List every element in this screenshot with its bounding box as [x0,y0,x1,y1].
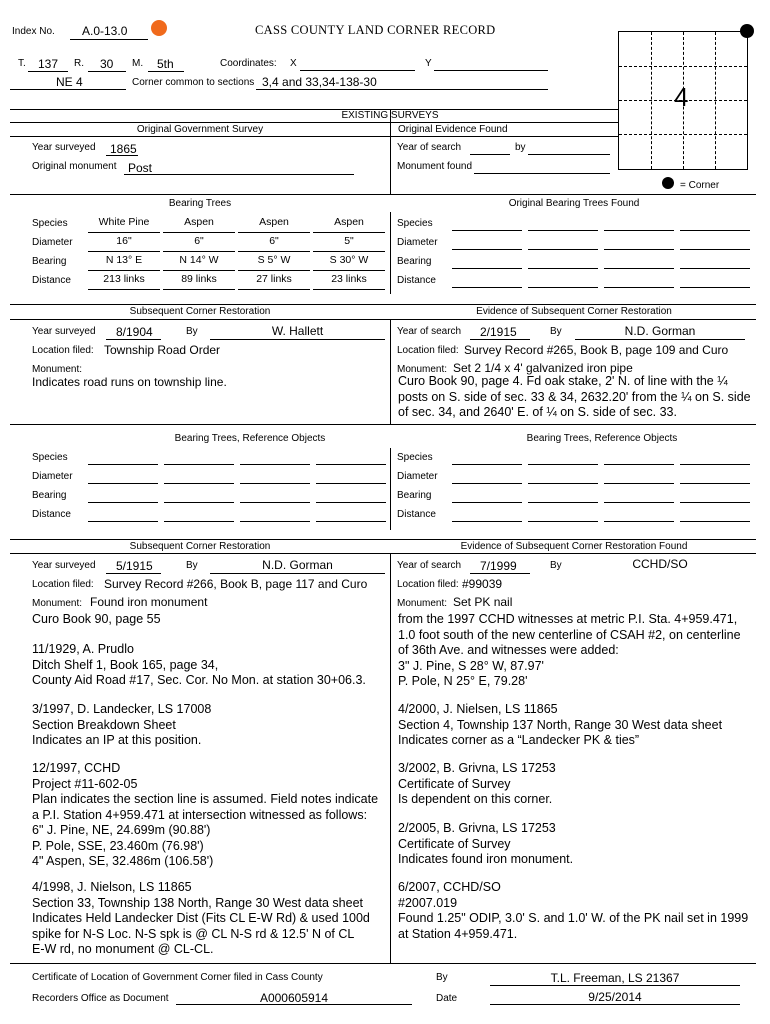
monument-notes: Curo Book 90, page 4. Fd oak stake, 2' N. of line with the ¼ posts on S. side of sec. 33 & 34, 2632.20' from the ¼ on S. side of sec. 34, and 2640' E. of ¼ on S. side of sec. 33. [398,374,751,419]
corner-legend-icon [662,177,674,189]
bearing-tree-column [88,214,160,290]
index-label: Index No. [12,26,55,37]
bearing-tree-column [163,214,235,290]
range-value: 30 [100,57,114,71]
surveyor-underline [210,339,385,340]
tree-distance: 89 links [163,271,235,290]
note-entry: from the 1997 CCHD witnesses at metric P.I. Sta. 4+959.471, 1.0 foot south of the new centerline of CSAH #2, on centerline of 36th Ave. and witnesses were added: 3" J. Pine, S 28° W, 87.97' P. Pole, N 25° E, 79.28' [398,612,741,688]
signature-underline [490,985,740,986]
location-filed-label: Location filed: [32,579,94,590]
orig-bearing-trees-heading: Original Bearing Trees Found [508,198,640,209]
location-filed-value: Survey Record #266, Book B, page 117 and Curo [104,577,368,591]
orig-gov-heading: Original Government Survey [136,124,264,135]
meridian-underline [148,71,184,72]
species-label: Species [32,218,68,229]
meridian-label: M. [132,58,144,69]
note-entry: 11/1929, A. Prudlo Ditch Shelf 1, Book 165, page 34, County Aid Road #17, Sec. Cor. No Mon. at station 30+06.3. [32,642,366,687]
divider [10,122,618,123]
year-surveyed-label: Year surveyed [32,560,96,571]
diameter-label: Diameter [397,471,438,482]
bearing-label: Bearing [32,490,67,501]
distance-label: Distance [32,275,71,286]
column-divider [390,109,391,194]
bearing-tree-column [313,214,385,290]
tree-distance: 27 links [238,271,310,290]
year-surveyed-underline [106,573,161,574]
location-filed-value: #99039 [462,577,503,591]
column-divider [390,319,391,424]
tree-bearing: S 30° W [313,252,385,271]
column-divider [390,553,391,963]
bearing-label: Bearing [32,256,67,267]
monument-value: Found iron monument [90,595,208,609]
corner-underline [10,89,126,90]
year-of-search-label: Year of search [397,560,462,571]
species-label: Species [397,218,433,229]
year-surveyed-value: 5/1915 [116,559,153,573]
township-label: T. [18,58,26,69]
orig-monument-value: Post [128,161,153,175]
date-value: 9/25/2014 [588,990,642,1004]
range-label: R. [74,58,84,69]
coord-x-label: X [290,58,297,69]
bearing-label: Bearing [397,490,432,501]
coord-y-label: Y [425,58,432,69]
location-filed-value: Survey Record #265, Book B, page 109 and Curo [464,343,729,357]
date-label: Date [436,993,458,1004]
location-filed-label: Location filed: [32,345,94,356]
bearing-trees-heading: Bearing Trees [168,198,232,209]
meridian-value: 5th [157,57,174,71]
tree-species: White Pine [88,214,160,233]
evidence-restoration-found-heading: Evidence of Subsequent Corner Restoration Found [460,541,688,552]
divider [10,424,756,425]
existing-surveys-heading: EXISTING SURVEYS [341,110,439,121]
monument-label: Monument: [32,364,83,375]
note-entry: 3/1997, D. Landecker, LS 17008 Section Breakdown Sheet Indicates an IP at this position. [32,702,212,747]
by-label: By [186,326,198,337]
date-underline [490,1004,740,1005]
distance-label: Distance [32,509,71,520]
note-entry: 12/1997, CCHD Project #11-602-05 Plan indicates the section line is assumed. Field notes indicate a P.I. Station 4+959.471 at intersection witnessed as follows: 6" J. Pine, NE, 24.699m (90.88') P. Pole, SSE, 23.460m (76.98') 4" Aspen, SE, 32.486m (106.58') [32,761,379,868]
year-of-search-value: 2/1915 [480,325,517,339]
distance-label: Distance [397,509,436,520]
monument-label: Monument: [397,364,448,375]
tree-bearing: N 13° E [88,252,160,271]
tree-species: Aspen [313,214,385,233]
column-divider [390,212,391,294]
diameter-label: Diameter [397,237,438,248]
by-underline [528,154,610,155]
year-surveyed-value: 1865 [110,142,137,156]
searcher-value: CCHD/SO [632,557,688,571]
divider [10,319,756,320]
orig-monument-underline [124,174,354,175]
orig-monument-label: Original monument [32,161,117,172]
monument-found-underline [474,173,610,174]
certificate-label: Certificate of Location of Government Corner filed in Cass County [32,972,323,983]
by-label: By [186,560,198,571]
tree-diameter: 5" [313,233,385,252]
by-label: By [550,326,562,337]
restoration-heading: Subsequent Corner Restoration [129,306,271,317]
document-underline [176,1004,412,1005]
year-surveyed-underline [106,339,161,340]
note-entry: 4/1998, J. Nielson, LS 11865 Section 33, Township 138 North, Range 30 West data sheet Indicates Held Landecker Dist (Fits CL E-W Rd) & used 100d spike for N-S Loc. N-S spk is @ CL N-S rd & 12.5' N of CL E-W rd, no monument @ CL-CL. [32,880,370,956]
township-value: 137 [38,57,59,71]
note-entry: 2/2005, B. Grivna, LS 17253 Certificate of Survey Indicates found iron monument. [398,821,574,866]
corner-marker-icon [740,24,754,38]
tree-diameter: 6" [238,233,310,252]
surveyor-value: N.D. Gorman [262,558,333,572]
restoration-heading: Subsequent Corner Restoration [129,541,271,552]
diameter-label: Diameter [32,471,73,482]
by-label: By [550,560,562,571]
year-of-search-underline [470,339,530,340]
species-label: Species [397,452,433,463]
year-of-search-label: Year of search [397,326,462,337]
divider [10,136,618,137]
corner-common-value: 3,4 and 33,34-138-30 [262,75,377,89]
bearing-tree-column [238,214,310,290]
signature-value: T.L. Freeman, LS 21367 [550,971,680,985]
tree-bearing: N 14° W [163,252,235,271]
bearing-label: Bearing [397,256,432,267]
column-divider [390,448,391,530]
tree-species: Aspen [238,214,310,233]
tree-diameter: 6" [163,233,235,252]
orig-evidence-heading: Original Evidence Found [398,124,508,135]
index-dot-icon [151,20,167,36]
tree-bearing: S 5° W [238,252,310,271]
evidence-restoration-heading: Evidence of Subsequent Corner Restoration [476,306,672,317]
monument-note: Indicates road runs on township line. [32,375,227,389]
location-filed-label: Location filed: [397,345,459,356]
form-title: CASS COUNTY LAND CORNER RECORD [255,23,496,37]
monument-label: Monument: [397,598,448,609]
divider [10,304,756,305]
signature-by-label: By [436,972,448,983]
year-surveyed-label: Year surveyed [32,142,96,153]
index-value: A.0-13.0 [82,24,128,38]
monument-found-label: Monument found [397,161,473,172]
year-of-search-value: 7/1999 [480,559,517,573]
year-surveyed-underline [106,155,138,156]
reference-objects-heading: Bearing Trees, Reference Objects [174,433,326,444]
note-entry: 4/2000, J. Nielsen, LS 11865 Section 4, Township 137 North, Range 30 West data sheet Indicates corner as a “Landecker PK & ties” [398,702,723,747]
divider [10,194,756,195]
year-of-search-underline [470,154,510,155]
surveyor-underline [210,573,385,574]
document-number: A000605914 [259,991,329,1005]
note-entry: 3/2002, B. Grivna, LS 17253 Certificate of Survey Is dependent on this corner. [398,761,556,806]
range-underline [88,71,126,72]
year-surveyed-label: Year surveyed [32,326,96,337]
location-filed-value: Township Road Order [104,343,221,357]
monument-value: Set PK nail [453,595,513,609]
surveyor-value: W. Hallett [271,324,324,338]
year-surveyed-value: 8/1904 [116,325,153,339]
coordinates-label: Coordinates: [220,58,277,69]
divider [10,553,756,554]
reference-objects-heading-right: Bearing Trees, Reference Objects [526,433,678,444]
coord-x-underline [300,70,415,71]
coord-y-underline [434,70,548,71]
index-underline [70,39,148,40]
diameter-label: Diameter [32,237,73,248]
corner-common-underline [256,89,548,90]
recorders-label: Recorders Office as Document [32,993,169,1004]
by-label: by [515,142,526,153]
searcher-underline [575,339,745,340]
note-entry: Curo Book 90, page 55 [32,612,161,626]
tree-distance: 213 links [88,271,160,290]
corner-value: NE 4 [56,75,83,89]
section-number: 4 [674,82,689,112]
searcher-value: N.D. Gorman [624,324,696,338]
monument-label: Monument: [32,598,83,609]
tree-diameter: 16" [88,233,160,252]
location-filed-label: Location filed: [397,579,459,590]
divider [10,539,756,540]
note-entry: 6/2007, CCHD/SO #2007.019 Found 1.25" ODIP, 3.0' S. and 1.0' W. of the PK nail set in 1999 at Station 4+959.471. [398,880,749,941]
tree-species: Aspen [163,214,235,233]
corner-legend-label: = Corner [680,180,720,191]
distance-label: Distance [397,275,436,286]
divider [10,963,756,964]
township-underline [28,71,68,72]
year-of-search-label: Year of search [397,142,462,153]
species-label: Species [32,452,68,463]
tree-distance: 23 links [313,271,385,290]
corner-common-label: Corner common to sections [132,77,255,88]
monument-value: Set 2 1/4 x 4' galvanized iron pipe [453,361,633,375]
year-of-search-underline [470,573,530,574]
